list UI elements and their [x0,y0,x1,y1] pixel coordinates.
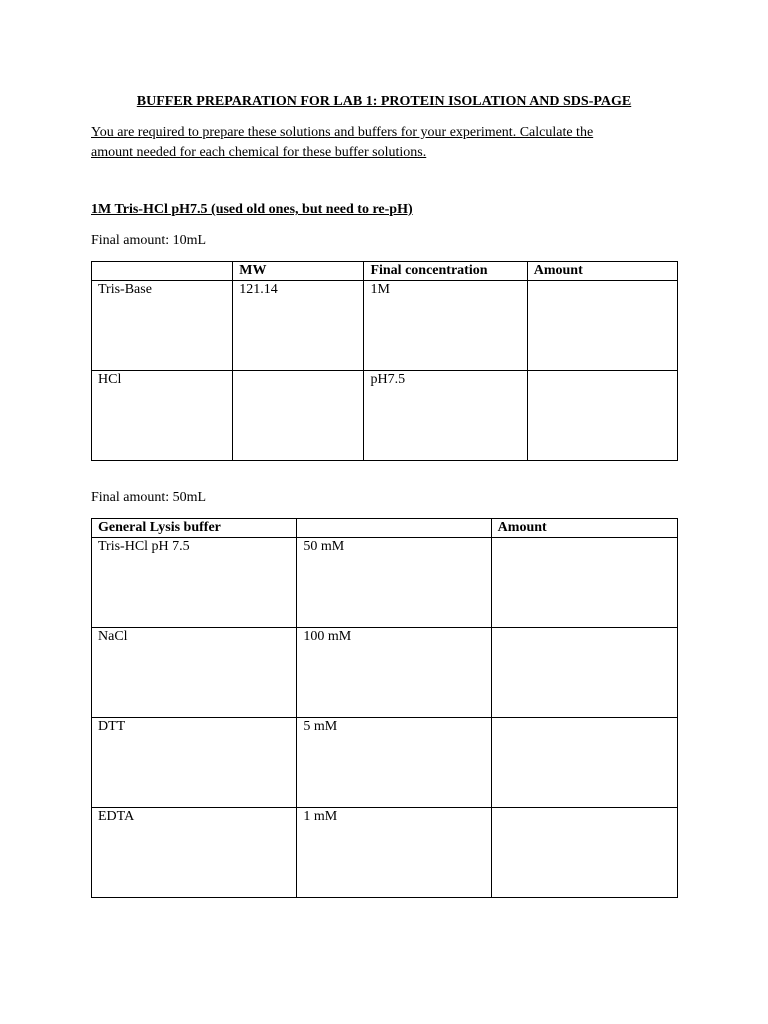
header-cell-amount: Amount [527,262,677,281]
concentration-cell: 100 mM [297,628,491,718]
intro-line-1: You are required to prepare these solutions and buffers for your experiment. Calculate the [91,125,594,140]
general-lysis-buffer-table [91,518,678,898]
header-cell-amount: Amount [491,519,677,538]
chemical-cell: Tris-HCl pH 7.5 [92,538,297,628]
amount-cell[interactable] [491,718,677,808]
header-cell-concentration [297,519,491,538]
amount-cell[interactable] [527,281,677,371]
chemical-cell: HCl [92,371,233,461]
chemical-cell: Tris-Base [92,281,233,371]
concentration-cell: 5 mM [297,718,491,808]
header-cell-chemical [92,262,233,281]
amount-cell[interactable] [491,628,677,718]
concentration-cell: 1 mM [297,808,491,898]
chemical-cell: NaCl [92,628,297,718]
page-title: BUFFER PREPARATION FOR LAB 1: PROTEIN ISOLATION AND SDS-PAGE [136,94,632,109]
header-cell-buffer-name: General Lysis buffer [92,519,297,538]
intro-text [91,123,691,163]
header-cell-mw: MW [233,262,364,281]
amount-cell[interactable] [491,808,677,898]
table-row [92,808,678,898]
amount-cell[interactable] [491,538,677,628]
mw-cell: 121.14 [233,281,364,371]
concentration-cell: 50 mM [297,538,491,628]
tris-hcl-table [91,261,678,461]
lysis-final-amount: Final amount: 50mL [91,490,207,505]
final-concentration-cell: 1M [364,281,527,371]
table-row [92,281,678,371]
table-row [92,718,678,808]
table-row [92,628,678,718]
table-header-row [92,519,678,538]
chemical-cell: EDTA [92,808,297,898]
table-header-row [92,262,678,281]
final-concentration-cell: pH7.5 [364,371,527,461]
amount-cell[interactable] [527,371,677,461]
table-row [92,538,678,628]
tris-hcl-section-heading: 1M Tris-HCl pH7.5 (used old ones, but need to re-pH) [91,202,413,217]
tris-final-amount: Final amount: 10mL [91,233,207,248]
mw-cell [233,371,364,461]
chemical-cell: DTT [92,718,297,808]
table-row [92,371,678,461]
header-cell-final-concentration: Final concentration [364,262,527,281]
intro-line-2: amount needed for each chemical for these buffer solutions. [91,145,427,160]
